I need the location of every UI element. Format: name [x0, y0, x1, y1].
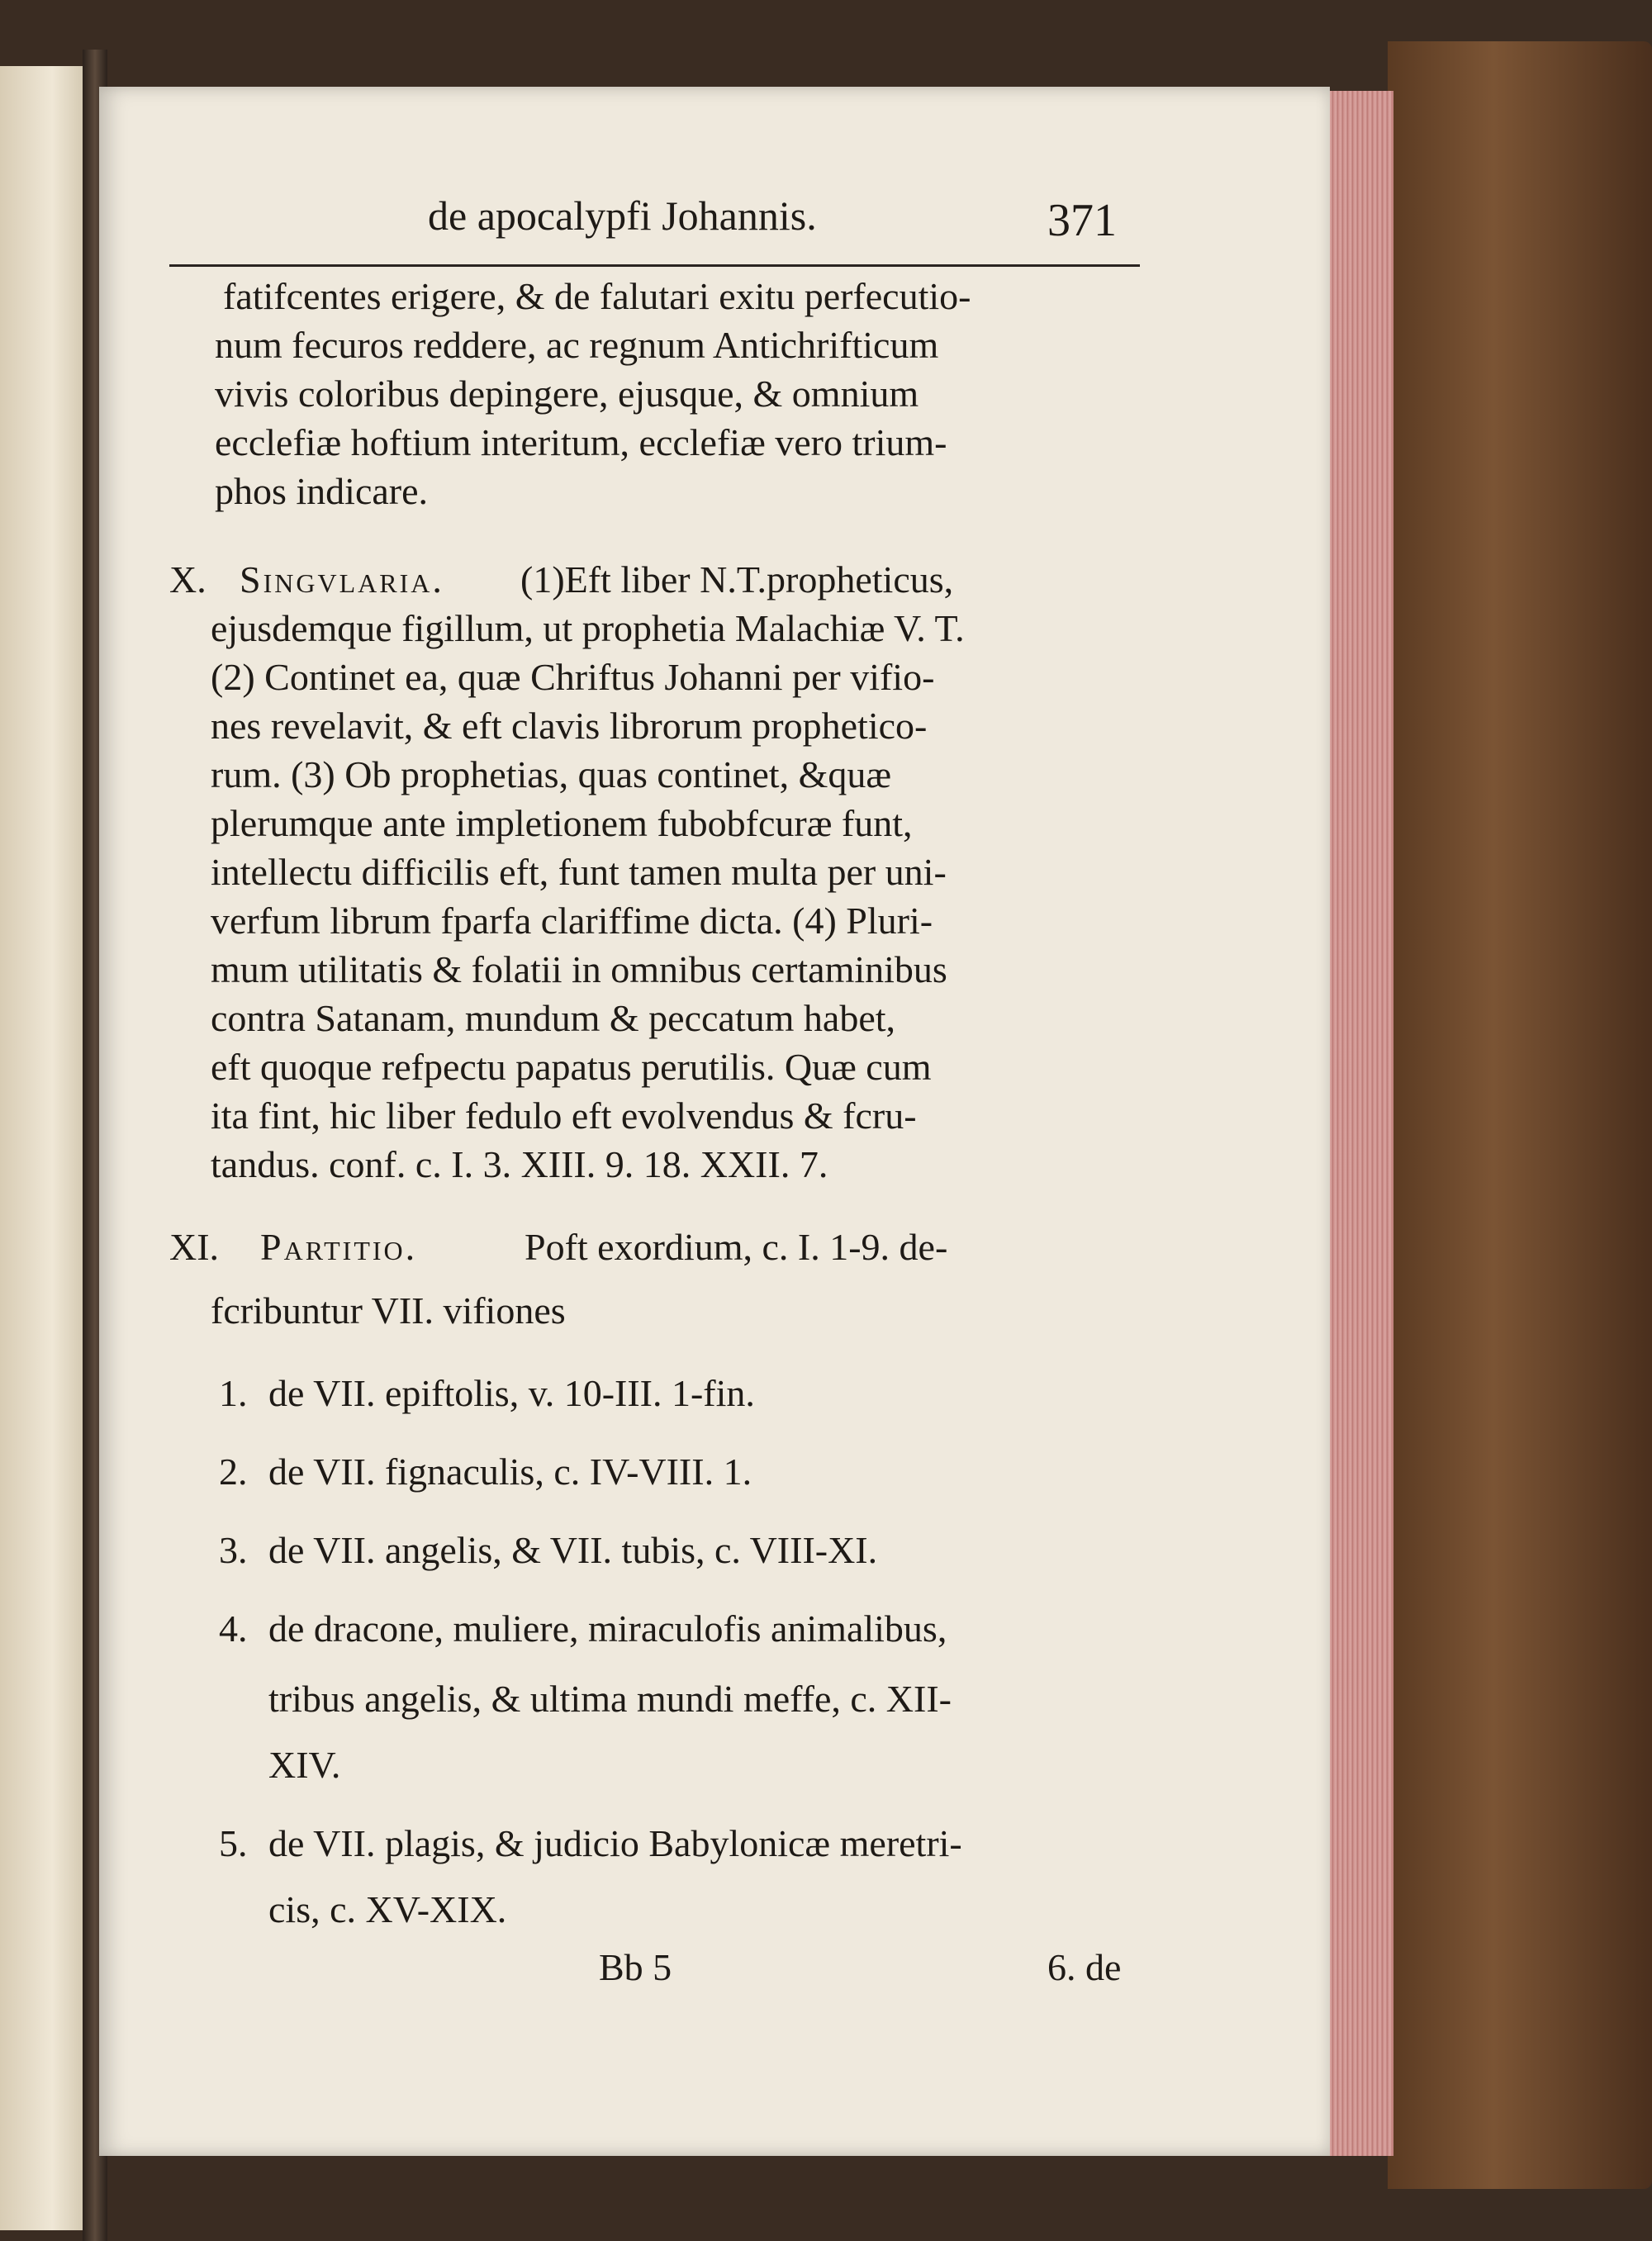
section-heading: Singvlaria. — [240, 558, 444, 601]
list-item: tribus angelis, & ultima mundi meffe, c. XII- — [268, 1678, 952, 1720]
text-line: ita fint, hic liber fedulo eft evolvendus & fcru- — [211, 1094, 917, 1137]
section-heading: Partitio. — [260, 1226, 418, 1268]
list-item: de VII. epiftolis, v. 10-III. 1-fin. — [268, 1372, 755, 1414]
text-line: eft quoque refpectu papatus perutilis. Quæ cum — [211, 1046, 932, 1088]
text-line: plerumque ante impletionem fubobfcuræ funt, — [211, 802, 913, 844]
list-item-number: 5. — [219, 1822, 248, 1864]
list-item-number: 2. — [219, 1450, 248, 1493]
section-numeral: X. — [169, 558, 206, 601]
book-cover — [1388, 41, 1652, 2189]
list-item: de VII. fignaculis, c. IV-VIII. 1. — [268, 1450, 752, 1493]
section-numeral: XI. — [169, 1226, 220, 1268]
header-rule — [169, 264, 1140, 267]
list-item-number: 3. — [219, 1529, 248, 1571]
text-line: contra Satanam, mundum & peccatum habet, — [211, 997, 896, 1039]
list-item-number: 1. — [219, 1372, 248, 1414]
running-title: de apocalypfi Johannis. — [428, 192, 817, 239]
text-line: Poft exordium, c. I. 1-9. de- — [525, 1226, 948, 1268]
text-line: ejusdemque figillum, ut prophetia Malachiæ V. T. — [211, 607, 965, 649]
facing-page-edge — [0, 66, 95, 2230]
list-item: de VII. angelis, & VII. tubis, c. VIII-XI. — [268, 1529, 878, 1571]
catchword: 6. de — [1047, 1946, 1122, 1988]
text-line: tandus. conf. c. I. 3. XIII. 9. 18. XXII. 7. — [211, 1143, 828, 1185]
text-line: (2) Continet ea, quæ Chriftus Johanni per vifio- — [211, 656, 935, 698]
text-line: num fecuros reddere, ac regnum Antichrifticum — [215, 324, 939, 366]
list-item: cis, c. XV-XIX. — [268, 1888, 507, 1930]
list-item-number: 4. — [219, 1607, 248, 1650]
text-line: intellectu difficilis eft, funt tamen multa per uni- — [211, 851, 947, 893]
text-line: fcribuntur VII. vifiones — [211, 1289, 566, 1332]
text-line: fatifcentes erigere, & de falutari exitu perfecutio- — [223, 275, 971, 317]
text-line: phos indicare. — [215, 470, 429, 512]
text-line: mum utilitatis & folatii in omnibus certaminibus — [211, 948, 947, 990]
page-number: 371 — [1047, 195, 1117, 246]
text-line: nes revelavit, & eft clavis librorum prophetico- — [211, 705, 928, 747]
text-line: rum. (3) Ob prophetias, quas continet, &quæ — [211, 753, 892, 795]
list-item: de dracone, muliere, miraculofis animalibus, — [268, 1607, 947, 1650]
text-line: ecclefiæ hoftium interitum, ecclefiæ vero trium- — [215, 421, 947, 463]
text-line: (1)Eft liber N.T.propheticus, — [520, 558, 954, 601]
text-line: verfum librum fparfa clariffime dicta. (4) Pluri- — [211, 900, 933, 942]
text-line: vivis coloribus depingere, ejusque, & omnium — [215, 373, 919, 415]
list-item: XIV. — [268, 1744, 341, 1786]
list-item: de VII. plagis, & judicio Babylonicæ meretri- — [268, 1822, 962, 1864]
page-edges-red — [1323, 91, 1393, 2156]
signature-mark: Bb 5 — [599, 1946, 672, 1988]
